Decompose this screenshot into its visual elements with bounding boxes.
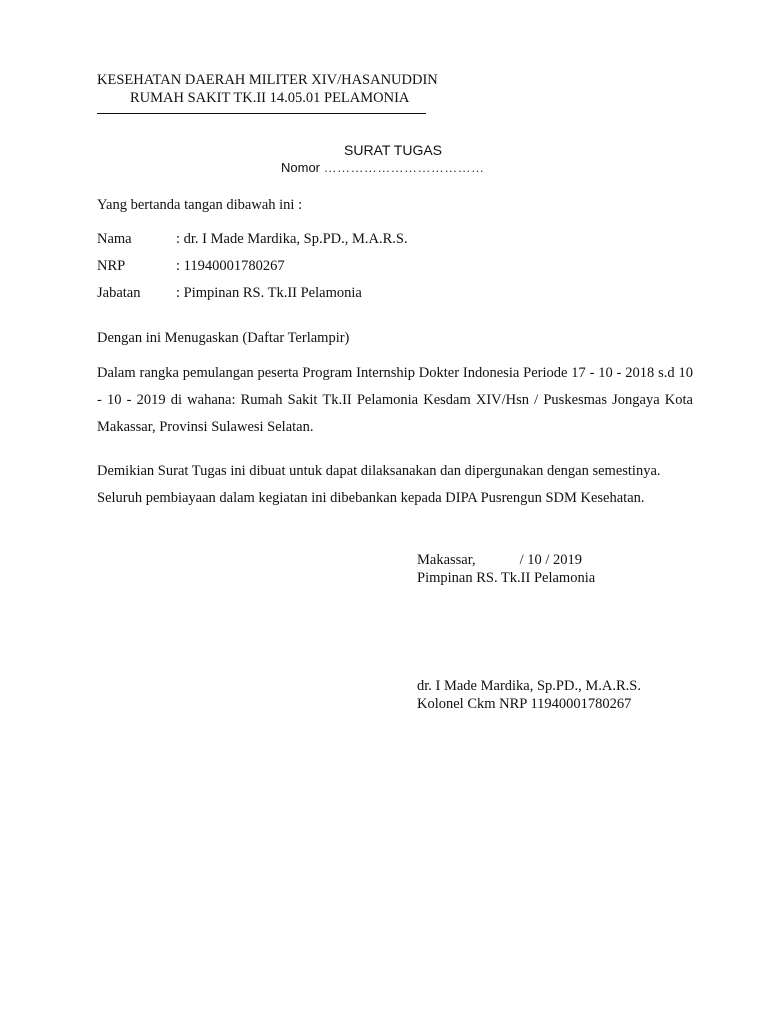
field-label-jabatan: Jabatan: [97, 285, 141, 301]
field-label-nama: Nama: [97, 231, 132, 247]
signature-date: / 10 / 2019: [519, 552, 583, 568]
document-number: [281, 160, 484, 175]
institution-header-line1: KESEHATAN DAERAH MILITER XIV/HASANUDDIN: [97, 72, 438, 88]
assignment-statement: Dengan ini Menugaskan (Daftar Terlampir): [97, 330, 350, 346]
signature-place-date: [417, 552, 582, 569]
field-value-nama: : dr. I Made Mardika, Sp.PD., M.A.R.S.: [176, 231, 408, 247]
document-number-placeholder: ………………………………: [323, 160, 485, 175]
body-paragraph-purpose: Dalam rangka pemulangan peserta Program Internship Dokter Indonesia Periode 17 - 10 - 2018 s.d 10 - 10 - 2019 di wahana: Rumah Sakit Tk.II Pelamonia Kesdam XIV/Hsn / Puskesmas Jongaya Kota Makassar, Provinsi Sulawesi Selatan.: [97, 365, 693, 435]
signature-place: Makassar,: [417, 552, 476, 568]
signatory-name: dr. I Made Mardika, Sp.PD., M.A.R.S.: [417, 678, 641, 694]
document-title: SURAT TUGAS: [344, 142, 443, 158]
intro-text: Yang bertanda tangan dibawah ini :: [97, 197, 303, 213]
header-divider: [97, 113, 426, 114]
signature-office: Pimpinan RS. Tk.II Pelamonia: [417, 570, 596, 586]
signatory-rank-nrp: Kolonel Ckm NRP 11940001780267: [417, 696, 632, 712]
institution-header-line2: RUMAH SAKIT TK.II 14.05.01 PELAMONIA: [130, 90, 410, 106]
field-value-nrp: : 11940001780267: [176, 258, 285, 274]
body-paragraph-closing: Demikian Surat Tugas ini dibuat untuk dapat dilaksanakan dan dipergunakan dengan semestinya. Seluruh pembiayaan dalam kegiatan ini dibebankan kepada DIPA Pusrengun SDM Kesehatan.: [97, 463, 661, 506]
field-label-nrp: NRP: [97, 258, 126, 274]
field-value-jabatan: : Pimpinan RS. Tk.II Pelamonia: [176, 285, 362, 301]
document-number-label: Nomor: [281, 160, 321, 175]
